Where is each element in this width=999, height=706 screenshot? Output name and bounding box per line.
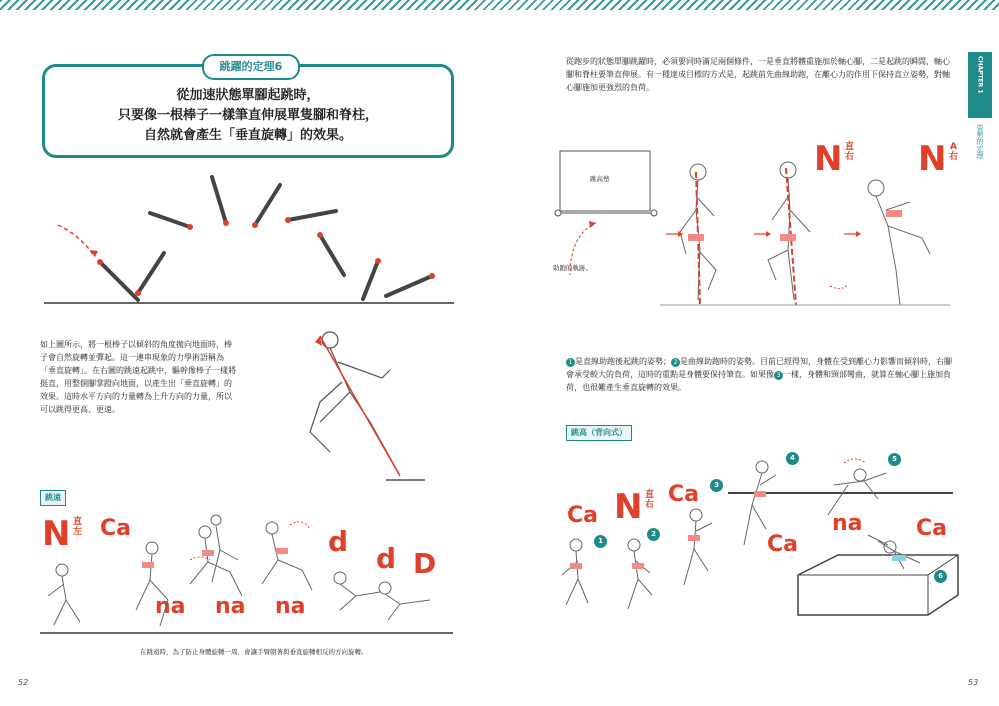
long-jump-sequence-figure bbox=[40, 500, 455, 635]
right-ca-label-2: Ca bbox=[668, 482, 699, 507]
step-number-6: 6 bbox=[934, 570, 947, 583]
right-n-sub-1: 直右 bbox=[844, 142, 854, 162]
left-d-label-1: d bbox=[328, 525, 349, 558]
inline-num-2: 2 bbox=[671, 358, 680, 367]
step-number-2: 2 bbox=[647, 528, 660, 541]
step-number-3: 3 bbox=[710, 479, 723, 492]
right-mid-text: 1 是直線助跑後起跳的姿勢； 2 是曲線助跑時的姿勢。目前已經得知，身體在受到離心力影響而傾斜時，右腳會承受較大的負荷，這時的重點是身體要保持筆直。如果像 3 一樣，身體和頸部彎曲，就算在軸心腳上施加負荷，也很難產生垂直旋轉的效果。 bbox=[566, 357, 952, 392]
inline-num-1: 1 bbox=[566, 358, 575, 367]
right-page-number: 53 bbox=[968, 678, 979, 687]
diagram-caption: 助跑的軌跡。 bbox=[553, 264, 592, 272]
top-hatch-border bbox=[0, 0, 999, 10]
left-n-label: N 直左 bbox=[42, 514, 82, 554]
right-n-sub-2: A右 bbox=[948, 142, 958, 162]
stick-rotation-figure bbox=[40, 165, 460, 310]
right-n-label-3: N 直右 bbox=[614, 487, 654, 527]
left-d-label-2: d bbox=[376, 542, 397, 575]
right-top-text: 從跑步的狀態單腳跳躍時，必須要同時滿足兩個條件，一是垂直將體重施加於軸心腳，二是起跳的瞬間，軸心腳和脊柱要筆直伸展。有一種達成目標的方式是，起跳前先曲線助跑，在離心力的作用下保持直立姿勢，對軸心腳施加更強烈的負荷。 bbox=[566, 57, 950, 92]
rule-line-3: 自然就會產生「垂直旋轉」的效果。 bbox=[143, 128, 352, 143]
rule-line-2: 只要像一根棒子一樣筆直伸展單隻腳和脊柱， bbox=[117, 108, 378, 123]
left-body-text: 如上圖所示，將一根棒子以傾斜的角度拋向地面時，棒子會自然旋轉並彈起。這一連串現象的力學術語稱為「垂直旋轉」。在右圖的跳遠起跳中，驅幹像棒子一樣將挺直，用整個腳掌蹬向地面，以產生出「垂直旋轉」的效果。這時水平方向的力量轉為上升方向的力量，所以可以跳得更高、更遠。 bbox=[40, 340, 236, 414]
jumper-figure bbox=[290, 322, 440, 482]
step-number-5: 5 bbox=[888, 453, 901, 466]
rule-line-1: 從加速狀態單腳起跳時， bbox=[176, 88, 320, 103]
right-n-label-1: N 直右 bbox=[814, 139, 854, 179]
left-na-label-1: na bbox=[155, 594, 186, 619]
right-section-tag: 跳高（背向式） bbox=[566, 425, 632, 441]
step-number-1: 1 bbox=[594, 535, 607, 548]
diagram-label: 跳高墊 bbox=[590, 175, 610, 183]
step-number-4: 4 bbox=[786, 452, 799, 465]
left-n-sub: 直左 bbox=[72, 517, 82, 537]
right-ca-label-4: Ca bbox=[916, 516, 947, 541]
right-ca-label-3: Ca bbox=[767, 532, 798, 557]
left-page-number: 52 bbox=[18, 678, 29, 687]
left-d-label-3: D bbox=[413, 547, 437, 580]
inline-num-3: 3 bbox=[774, 371, 783, 380]
chapter-side-label: 姿勢的定理 bbox=[976, 124, 984, 159]
right-n-label-2: N A右 bbox=[918, 139, 958, 179]
rule-tag: 跳躍的定理6 bbox=[202, 54, 300, 80]
left-ca-label: Ca bbox=[100, 516, 131, 541]
chapter-tab: CHAPTER 1 bbox=[968, 52, 992, 118]
right-ca-label-1: Ca bbox=[567, 503, 598, 528]
right-na-label: na bbox=[832, 511, 863, 536]
left-caption: 在跳遠時，為了防止身體旋轉一周，會讓手臂朝著與垂直旋轉相反的方向旋轉。 bbox=[140, 648, 368, 656]
left-section-tag: 跳遠 bbox=[40, 490, 66, 506]
high-jump-sequence-figure bbox=[548, 445, 968, 635]
left-na-label-3: na bbox=[275, 594, 306, 619]
takeoff-pose-figures bbox=[660, 150, 960, 315]
right-n-sub-3: 直右 bbox=[644, 490, 654, 510]
left-na-label-2: na bbox=[215, 594, 246, 619]
